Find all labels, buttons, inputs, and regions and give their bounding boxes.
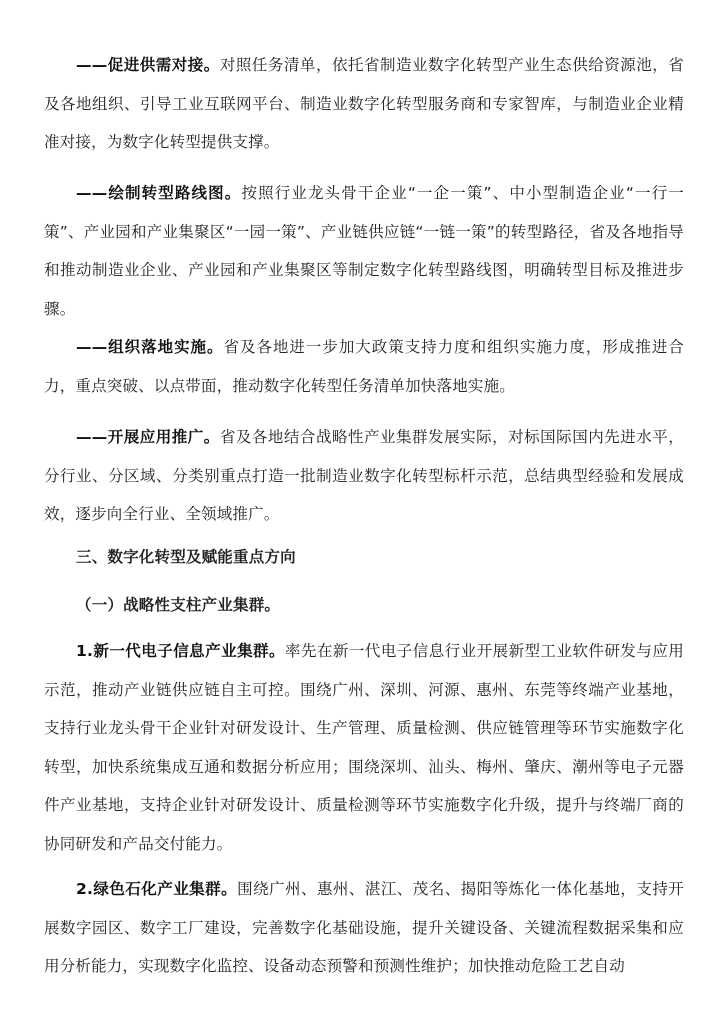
paragraph-body: 省及各地进一步加大政策支持力度和组织实施力度，形成推进合力，重点突破、以点带面，推动数字化转型任务清单加快落地实施。 — [44, 338, 684, 395]
item-petrochemical-cluster — [44, 870, 684, 986]
paragraph-implementation — [44, 328, 684, 405]
paragraph-roadmap — [44, 174, 684, 328]
paragraph-body: 省及各地结合战略性产业集群发展实际，对标国际国内先进水平，分行业、分区域、分类别重点打造一批制造业数字化转型标杆示范，总结典型经验和发展成效，逐步向全行业、全领域推广。 — [44, 428, 684, 523]
paragraph-lead: ——组织落地实施。 — [76, 338, 224, 356]
paragraph-body: 按照行业龙头骨干企业“一企一策”、中小型制造企业“一行一策”、产业园和产业集聚区“一园一策”、产业链供应链“一链一策”的转型路径，省及各地指导和推动制造业企业、产业园和产业集聚区等制定数字化转型路线图，明确转型目标及推进步骤。 — [44, 184, 684, 318]
item-body: 围绕广州、惠州、湛江、茂名、揭阳等炼化一体化基地，支持开展数字园区、数字工厂建设，完善数字化基础设施，提升关键设备、关键流程数据采集和应用分析能力，实现数字化监控、设备动态预警和预测性维护；加快推动危险工艺自动 — [44, 880, 685, 975]
paragraph-lead: ——绘制转型路线图。 — [76, 184, 242, 202]
item-electronics-cluster — [44, 632, 684, 863]
paragraph-body: 对照任务清单，依托省制造业数字化转型产业生态供给资源池，省及各地组织、引导工业互联网平台、制造业数字化转型服务商和专家智库，与制造业企业精准对接，为数字化转型提供支撑。 — [44, 56, 684, 151]
item-body: 率先在新一代电子信息行业开展新型工业软件研发与应用示范，推动产业链供应链自主可控。围绕广州、深圳、河源、惠州、东莞等终端产业基地，支持行业龙头骨干企业针对研发设计、生产管理、质量检测、供应链管理等环节实施数字化转型，加快系统集成互通和数据分析应用；围绕深圳、汕头、梅州、肇庆、潮州等电子元器件产业基地，支持企业针对研发设计、质量检测等环节实施数字化升级，提升与终端厂商的协同研发和产品交付能力。 — [44, 642, 684, 853]
paragraph-promotion — [44, 418, 684, 534]
item-lead: 1.新一代电子信息产业集群。 — [76, 642, 285, 660]
subsection-heading: （一）战略性支柱产业集群。 — [76, 596, 281, 614]
item-lead: 2.绿色石化产业集群。 — [76, 880, 238, 898]
section-heading: 三、数字化转型及赋能重点方向 — [76, 548, 296, 566]
paragraph-lead: ——开展应用推广。 — [76, 428, 220, 446]
paragraph-supply-demand — [44, 46, 684, 162]
paragraph-lead: ——促进供需对接。 — [76, 56, 220, 74]
